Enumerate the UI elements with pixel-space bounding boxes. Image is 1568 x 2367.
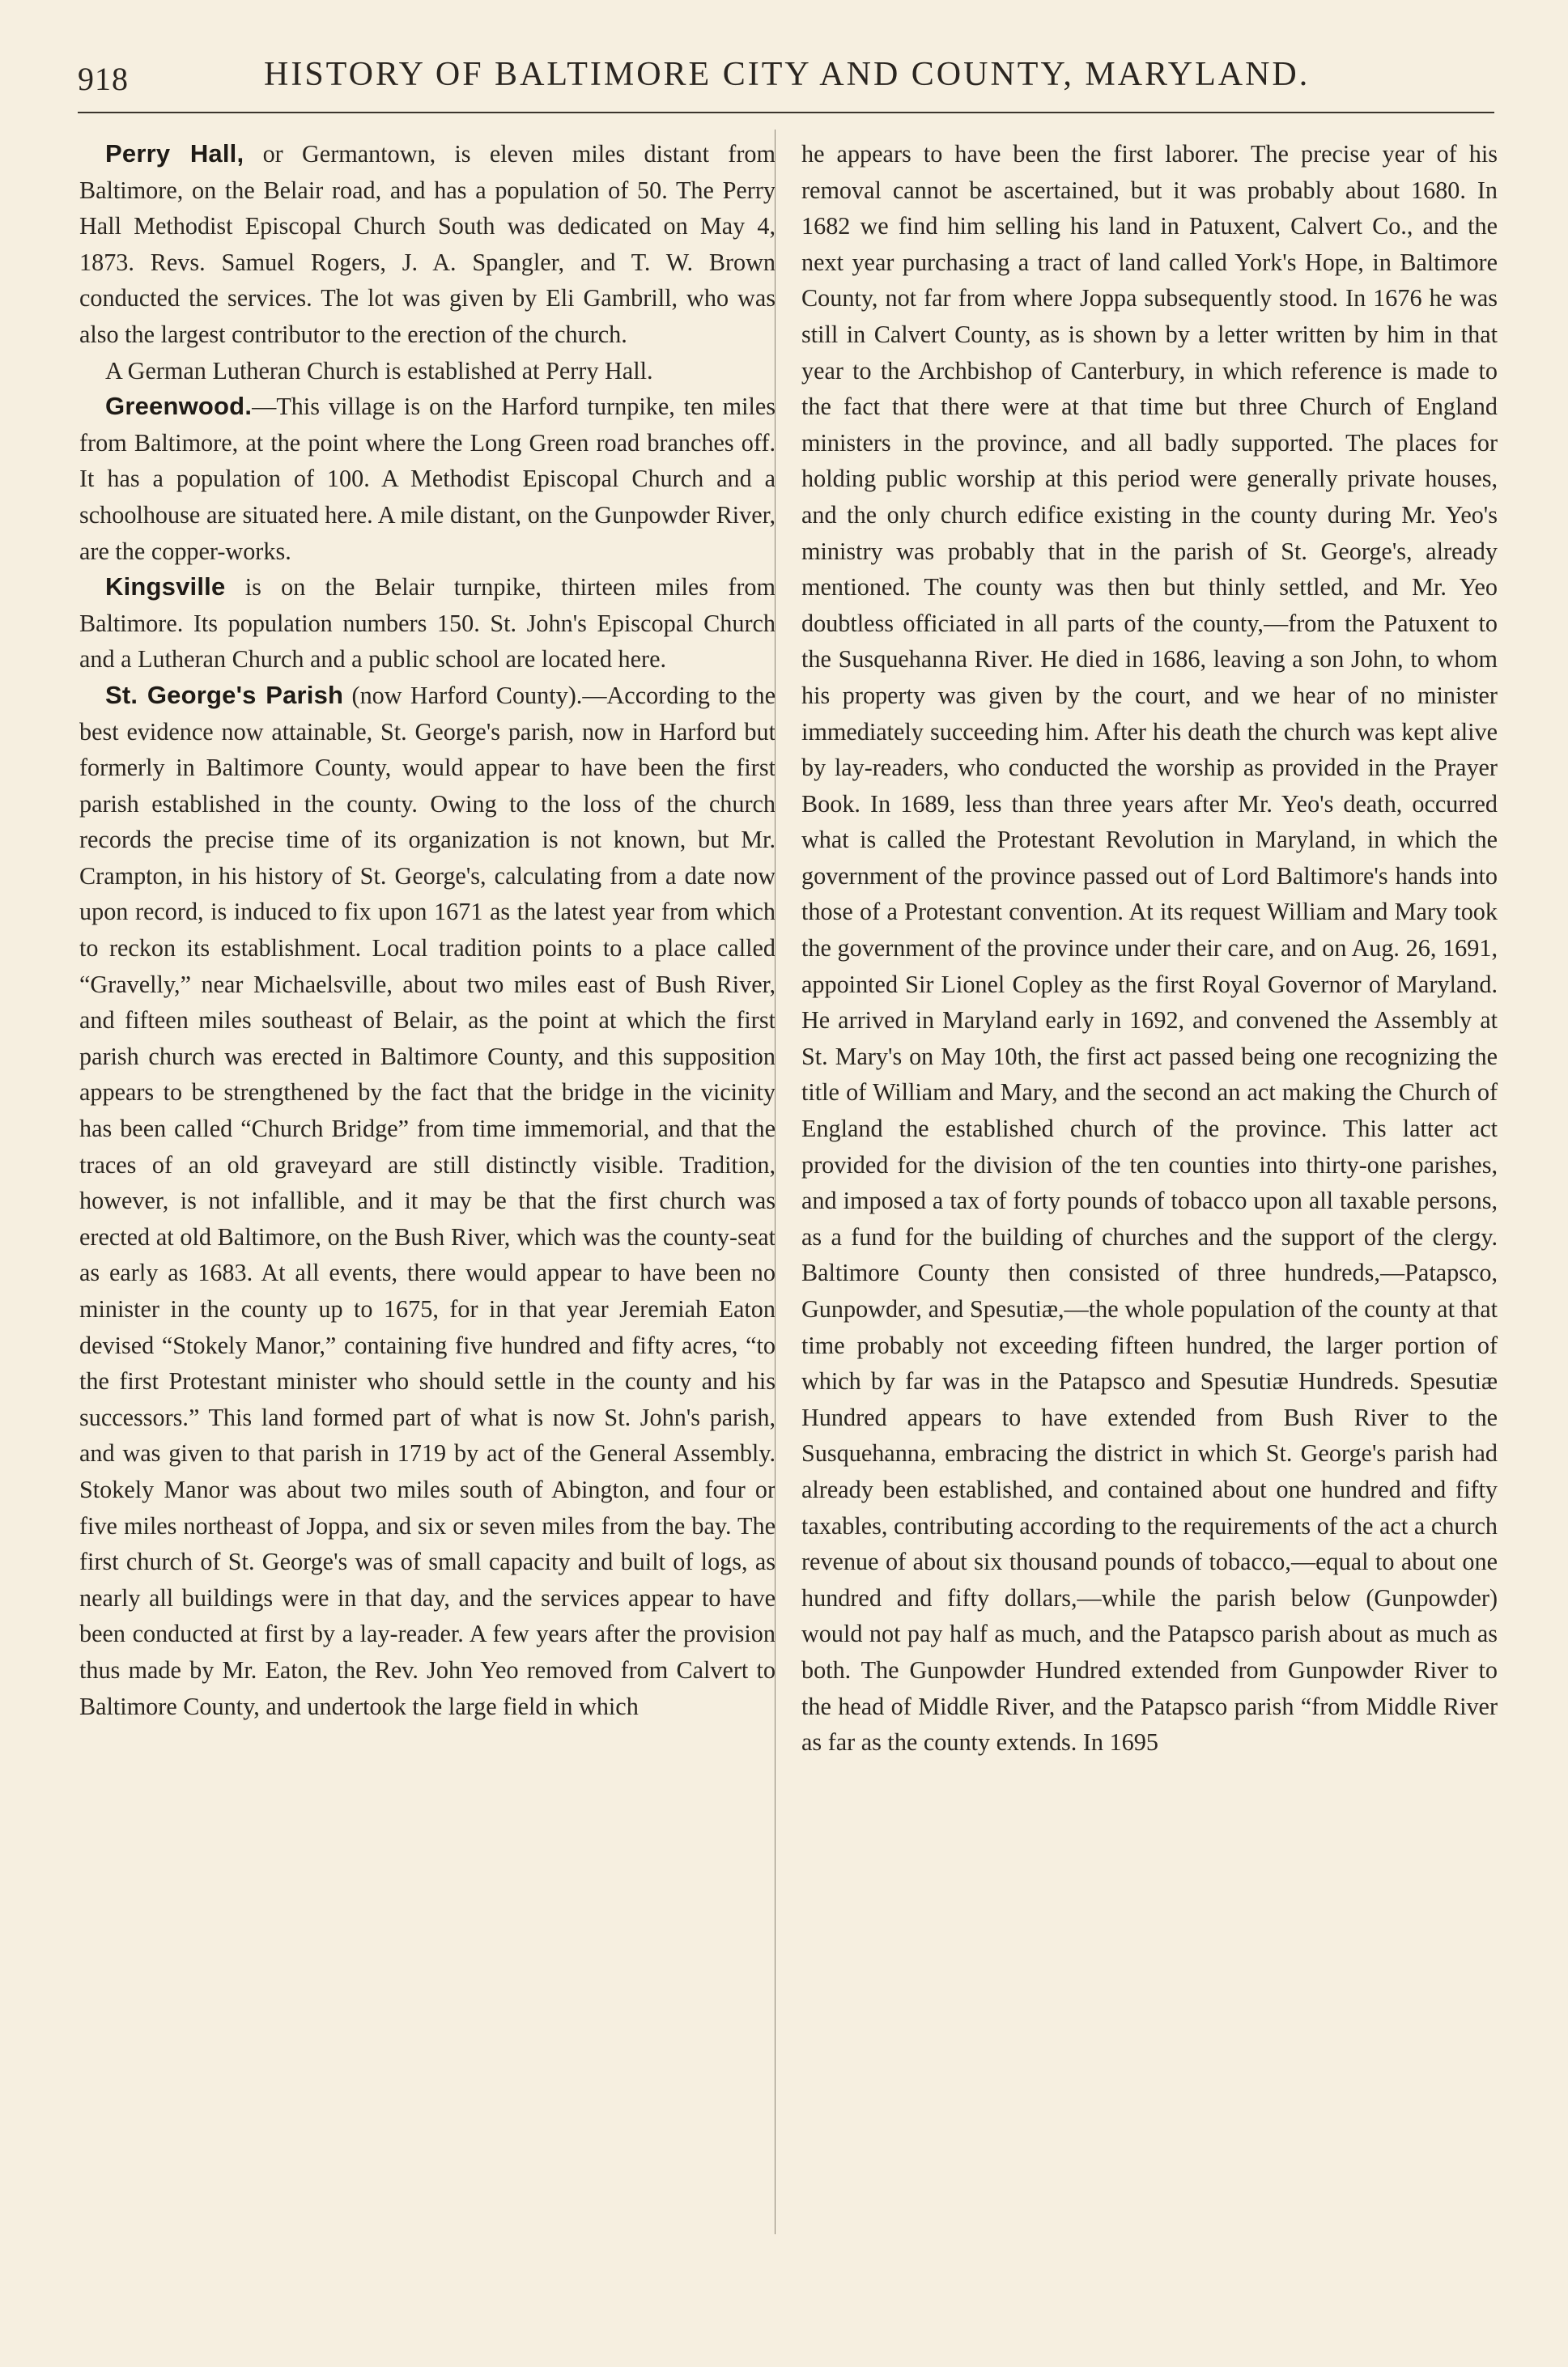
running-head bbox=[78, 49, 1494, 97]
entry-text: is on the Belair turnpike, thirteen miles from Baltimore. Its population numbers 150. St. John's Episcopal Church and a Lutheran Church and a public school are located here. bbox=[79, 573, 776, 674]
entry-st-georges-parish bbox=[79, 678, 776, 1724]
continued-paragraph: he appears to have been the first laborer. The precise year of his removal cannot be ascertained, but it was probably about 1680. In 1682 we find him selling his land in Patuxent, Calvert Co., and the next year purchasing a tract of land called York's Hope, in Baltimore County, not far from where Joppa subsequently stood. In 1676 he was still in Calvert County, as is shown by a letter written by him in that year to the Archbishop of Canterbury, in which reference is made to the fact that there were at that time but three Church of England ministers in the province, and all badly supported. The places for holding public worship at this period were generally private houses, and the only church edifice existing in the county during Mr. Yeo's ministry was probably that in the parish of St. George's, already mentioned. The county was then but thinly settled, and Mr. Yeo doubtless officiated in all parts of the county,—from the Patuxent to the Susquehanna River. He died in 1686, leaving a son John, to whom his property was given by the court, and we hear of no minister immediately succeeding him. After his death the church was kept alive by lay-readers, who conducted the worship as provided in the Prayer Book. In 1689, less than three years after Mr. Yeo's death, occurred what is called the Protestant Revolution in Maryland, in which the government of the province passed out of Lord Baltimore's hands into those of a Protestant convention. At its request William and Mary took the government of the province under their care, and on Aug. 26, 1691, appointed Sir Lionel Copley as the first Royal Governor of Maryland. He arrived in Maryland early in 1692, and convened the Assembly at St. Mary's on May 10th, the first act passed being one recognizing the title of William and Mary, and the second an act making the Church of England the established church of the province. This latter act provided for the division of the ten counties into thirty-one parishes, and imposed a tax of forty pounds of tobacco upon all taxable persons, as a fund for the building of churches and the support of the clergy. Baltimore County then consisted of three hundreds,—Patapsco, Gunpowder, and Spesutiæ,—the whole population of the county at that time probably not exceeding fifteen hundred, the larger portion of which by far was in the Patapsco and Spesutiæ Hundreds. Spesutiæ Hundred appears to have extended from Bush River to the Susquehanna, embracing the district in which St. George's parish had already been established, and contained about one hundred and fifty taxables, contributing according to the requirements of the act a church revenue of about six thousand pounds of tobacco,—equal to about one hundred and fifty dollars,—while the parish below (Gunpowder) would not pay half as much, and the Patapsco parish about as much as both. The Gunpowder Hundred extended from Gunpowder River to the head of Middle River, and the Patapsco parish “from Middle River as far as the county extends. In 1695 bbox=[801, 140, 1498, 1757]
entry-heading: Perry Hall, bbox=[105, 139, 244, 168]
header-rule bbox=[78, 112, 1494, 113]
left-column bbox=[79, 136, 776, 2241]
entry-heading: Greenwood. bbox=[105, 392, 253, 421]
entry-text: or Germantown, is eleven miles distant from Baltimore, on the Belair road, and has a population of 50. The Perry Hall Methodist Episcopal Church South was dedicated on May 4, 1873. Revs. Samuel Rogers, J. A. Spangler, and T. W. Brown conducted the services. The lot was given by Eli Gambrill, who was also the largest contributor to the erection of the church. bbox=[79, 140, 776, 348]
page-number: 918 bbox=[78, 61, 129, 97]
entry-kingsville bbox=[79, 569, 776, 678]
entry-perry-hall bbox=[79, 136, 776, 353]
entry-text: —This village is on the Harford turnpike, ten miles from Baltimore, at the point where the Long Green road branches off. It has a population of 100. A Methodist Episcopal Church and a schoolhouse are situated here. A mile distant, on the Gunpowder River, are the copper-works. bbox=[79, 393, 776, 565]
entry-perry-hall-lutheran bbox=[79, 353, 776, 389]
entry-text: A German Lutheran Church is established at Perry Hall. bbox=[105, 356, 653, 385]
right-column bbox=[801, 136, 1498, 2241]
entry-heading: Kingsville bbox=[105, 572, 226, 601]
column-divider bbox=[775, 130, 776, 2234]
page-title: HISTORY OF BALTIMORE CITY AND COUNTY, MARYLAND. bbox=[264, 56, 1311, 93]
entry-greenwood bbox=[79, 389, 776, 569]
entry-text: (now Harford County).—According to the best evidence now attainable, St. George's parish, now in Harford but formerly in Baltimore County, would appear to have been the first parish established in the county. Owing to the loss of the church records the precise time of its organization is not known, but Mr. Crampton, in his history of St. George's, calculating from a date now upon record, is induced to fix upon 1671 as the latest year from which to reckon its establishment. Local tradition points to a place called “Gravelly,” near Michaelsville, about two miles east of Bush River, and fifteen miles southeast of Belair, as the point at which the first parish church was erected in Baltimore County, and this supposition appears to be strengthened by the fact that the bridge in the vicinity has been called “Church Bridge” from time immemorial, and that the traces of an old graveyard are still distinctly visible. Tradition, however, is not infallible, and it may be that the first church was erected at old Baltimore, on the Bush River, which was the county-seat as early as 1683. At all events, there would appear to have been no minister in the county up to 1675, for in that year Jeremiah Eaton devised “Stokely Manor,” containing five hundred and fifty acres, “to the first Protestant minister who should settle in the county and his successors.” This land formed part of what is now St. John's parish, and was given to that parish in 1719 by act of the General Assembly. Stokely Manor was about two miles south of Abington, and four or five miles northeast of Joppa, and six or seven miles from the bay. The first church of St. George's was of small capacity and built of logs, as nearly all buildings were in that day, and the services appear to have been conducted at first by a lay-reader. A few years after the provision thus made by Mr. Eaton, the Rev. John Yeo removed from Calvert to Baltimore County, and undertook the large field in which bbox=[79, 681, 776, 1720]
entry-heading: St. George's Parish bbox=[105, 680, 344, 709]
